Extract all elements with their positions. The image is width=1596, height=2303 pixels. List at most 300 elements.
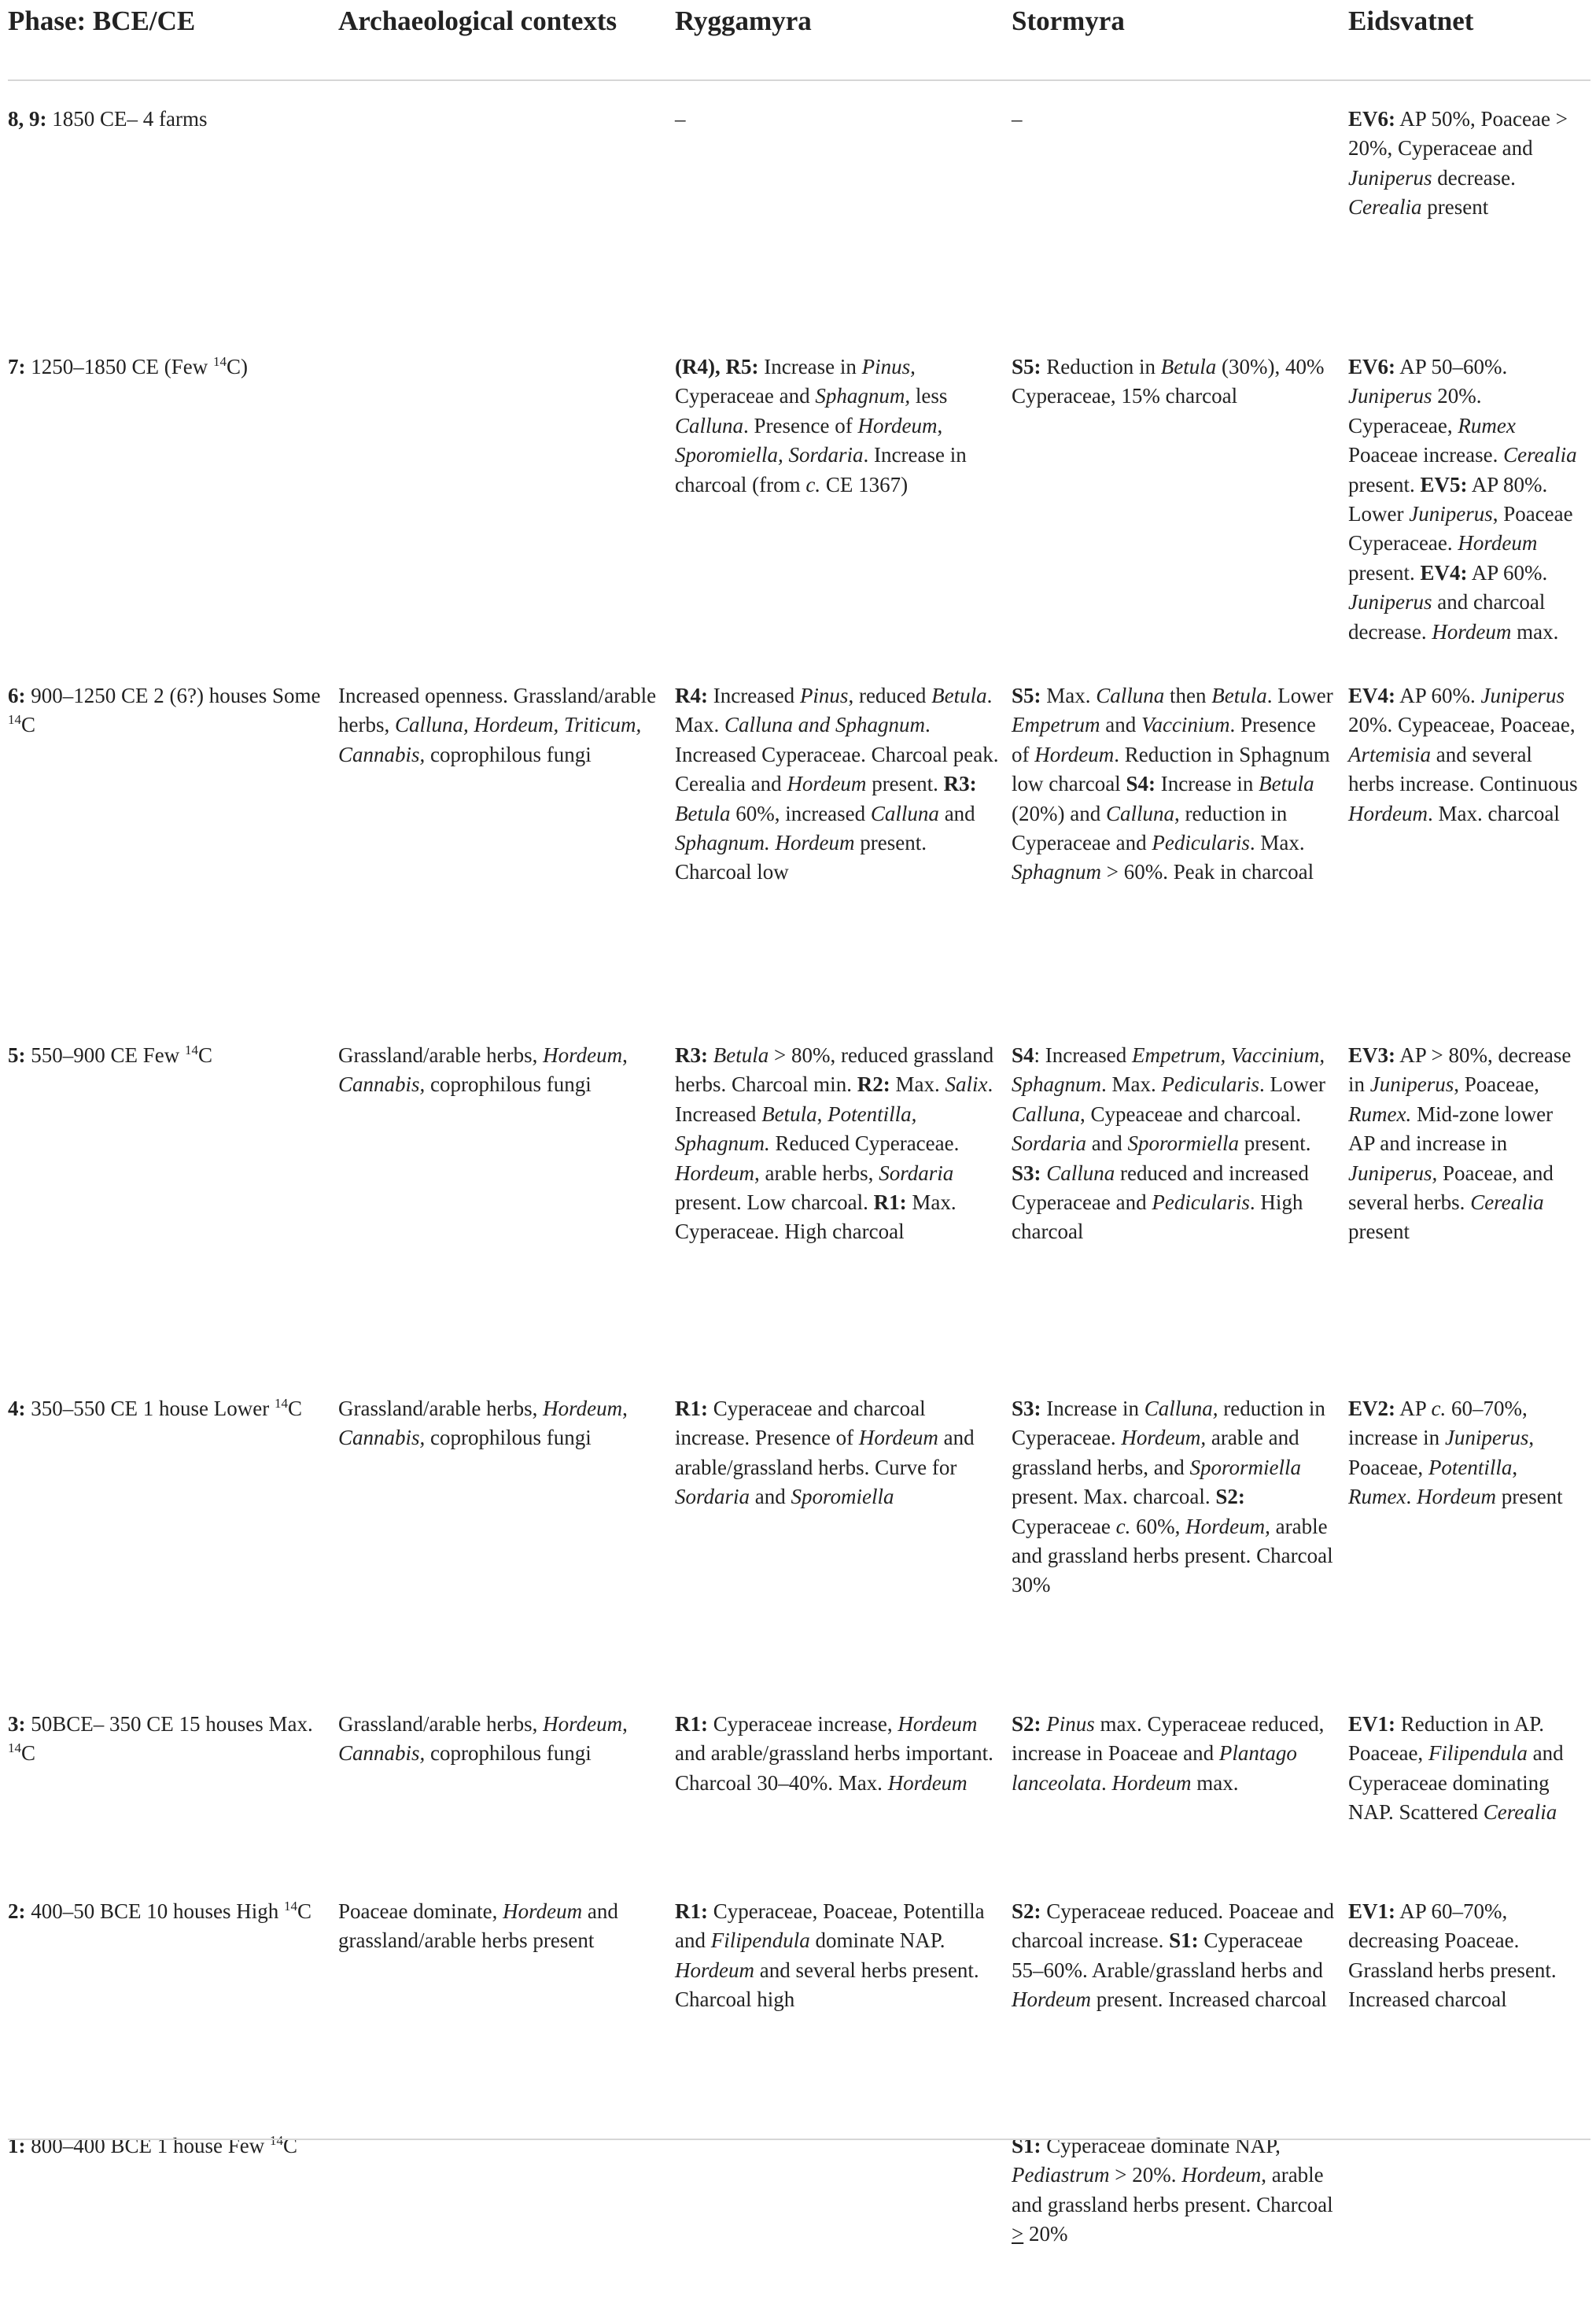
cell-text-fragment: EV6: bbox=[1348, 355, 1395, 378]
cell-text-fragment: Cyperaceae bbox=[1012, 1514, 1116, 1538]
cell-text-fragment: present. Low charcoal. bbox=[675, 1190, 874, 1215]
cell-text-fragment: coprophilous fungi bbox=[425, 742, 592, 766]
cell-text-fragment: c. bbox=[1431, 1397, 1447, 1420]
cell-text-fragment: Filipendula bbox=[710, 1928, 810, 1953]
phase-cell bbox=[8, 80, 338, 335]
cell-text-fragment: Hordeum bbox=[1432, 619, 1512, 644]
cell-text-fragment: 20%. Cyperaceae, bbox=[1348, 384, 1482, 437]
stormyra-cell bbox=[1012, 1880, 1348, 2114]
cell-text-fragment: – bbox=[1012, 107, 1023, 131]
cell-text-fragment: , bbox=[622, 1397, 628, 1420]
cell-text-fragment: , Poaceae, bbox=[1348, 1426, 1535, 1479]
cell-text-fragment: present bbox=[1421, 195, 1489, 220]
cell-text-fragment: 900–1250 CE 2 (6?) houses Some bbox=[25, 684, 321, 707]
cell-text-fragment: coprophilous fungi bbox=[425, 1426, 592, 1450]
cell-text-fragment: 800–400 BCE 1 house Few bbox=[25, 2134, 270, 2157]
cell-text-fragment: and several herbs increase. Continuous bbox=[1348, 742, 1578, 796]
cell-text-fragment: 14 bbox=[284, 1899, 298, 1914]
cell-text-fragment: C bbox=[21, 713, 36, 737]
cell-text-fragment: . Lower bbox=[1266, 684, 1333, 707]
cell-text-fragment: , arable herbs, bbox=[754, 1161, 879, 1185]
cell-text-fragment: Hordeum bbox=[1111, 1770, 1192, 1795]
contexts-cell bbox=[338, 80, 675, 335]
cell-text-fragment: Grassland/arable herbs, bbox=[338, 1397, 544, 1420]
stormyra-cell bbox=[1012, 1024, 1348, 1377]
cell-text-fragment: Sphagnum. Hordeum bbox=[675, 831, 855, 855]
cell-text-fragment: Hordeum bbox=[543, 1397, 623, 1420]
eidsvatnet-cell bbox=[1348, 1692, 1590, 1880]
cell-text-fragment: Rumex bbox=[1348, 1485, 1406, 1509]
header-phase: Phase: BCE/CE bbox=[8, 0, 338, 80]
table-bottom-rule bbox=[8, 2139, 1590, 2140]
cell-text-fragment: Juniperus bbox=[1444, 1426, 1529, 1450]
cell-text-fragment: Grassland/arable herbs, bbox=[338, 1712, 544, 1736]
cell-text-fragment: C bbox=[287, 1397, 302, 1420]
cell-text-fragment: . Max. bbox=[675, 684, 993, 737]
cell-text-fragment: Reduced Cyperaceae. bbox=[769, 1131, 960, 1156]
cell-text-fragment: Sporormiella bbox=[1189, 1455, 1301, 1479]
cell-text-fragment: , bbox=[622, 1043, 628, 1067]
pollen-zones-table bbox=[8, 0, 1590, 2303]
cell-text-fragment: S2: bbox=[1012, 1712, 1041, 1736]
cell-text-fragment: R3: bbox=[943, 772, 977, 796]
cell-text-fragment: arable and grassland herbs present. Charcoal 30% bbox=[1012, 1514, 1333, 1597]
cell-text-fragment: 50BCE– 350 CE 15 houses Max. bbox=[25, 1712, 313, 1736]
cell-text-fragment: Cerealia bbox=[1470, 1190, 1544, 1215]
cell-text-fragment: Max. bbox=[1041, 684, 1097, 707]
cell-text-fragment: coprophilous fungi bbox=[425, 1741, 592, 1766]
cell-text-fragment: Juniperus, bbox=[1348, 1161, 1438, 1185]
table-row bbox=[8, 1692, 1590, 1880]
cell-text-fragment: 1850 CE– 4 farms bbox=[46, 107, 208, 131]
cell-text-fragment: Empetrum, Vaccinium, Sphagnum bbox=[1012, 1043, 1325, 1097]
cell-text-fragment: arable and grassland herbs, and bbox=[1012, 1426, 1299, 1479]
cell-text-fragment: Poaceae, and several herbs. bbox=[1348, 1161, 1554, 1215]
cell-text-fragment: Hordeum bbox=[887, 1770, 968, 1795]
cell-text-fragment: Increased bbox=[708, 684, 800, 707]
cell-text-fragment: 60%, increased bbox=[730, 801, 871, 825]
table-row bbox=[8, 335, 1590, 664]
cell-text-fragment: Calluna bbox=[1105, 801, 1174, 825]
cell-text-fragment: AP 60%. bbox=[1395, 684, 1481, 707]
phase-cell bbox=[8, 2114, 338, 2303]
cell-text-fragment: 3: bbox=[8, 1712, 26, 1736]
cell-text-fragment: EV4: bbox=[1420, 560, 1468, 585]
cell-text-fragment: , bbox=[937, 413, 943, 437]
cell-text-fragment: Rumex bbox=[1458, 413, 1516, 437]
cell-text-fragment: . Reduction in Sphagnum low charcoal bbox=[1012, 742, 1330, 796]
cell-text-fragment: 14 bbox=[185, 1043, 198, 1057]
cell-text-fragment: S1: bbox=[1012, 2134, 1041, 2157]
cell-text-fragment: AP 60–70%, decreasing Poaceae. Grassland herbs present. Increased charcoal bbox=[1348, 1899, 1557, 2012]
contexts-cell bbox=[338, 335, 675, 664]
cell-text-fragment: Artemisia bbox=[1348, 742, 1431, 766]
table-row bbox=[8, 2114, 1590, 2303]
cell-text-fragment: C) bbox=[227, 355, 248, 378]
header-archaeological-contexts: Archaeological contexts bbox=[338, 0, 675, 80]
cell-text-fragment: Sordaria bbox=[675, 1485, 750, 1509]
cell-text-fragment: 20%. Cypeaceae, Poaceae, bbox=[1348, 713, 1576, 737]
cell-text-fragment: less bbox=[910, 384, 948, 408]
cell-text-fragment: , bbox=[622, 1712, 628, 1736]
cell-text-fragment: Betula bbox=[675, 801, 731, 825]
cell-text-fragment: . Max. bbox=[1101, 1072, 1162, 1097]
cell-text-fragment: c. bbox=[1115, 1514, 1131, 1538]
cell-text-fragment: Calluna bbox=[870, 801, 939, 825]
cell-text-fragment: Cerealia bbox=[1348, 195, 1422, 220]
cell-text-fragment: Hordeum, bbox=[1121, 1426, 1207, 1450]
cell-text-fragment: present bbox=[1348, 1220, 1410, 1244]
table-row bbox=[8, 80, 1590, 335]
cell-text-fragment: . Increased Cyperaceae. Charcoal peak. Cerealia and bbox=[675, 713, 999, 796]
cell-text-fragment: . Lower bbox=[1259, 1072, 1325, 1097]
cell-text-fragment: Cannabis, bbox=[338, 1426, 426, 1450]
cell-text-fragment: S4: bbox=[1126, 772, 1156, 796]
cell-text-fragment: , arable and grassland herbs present. Charcoal bbox=[1012, 2163, 1333, 2216]
cell-text-fragment: Hordeum bbox=[503, 1899, 583, 1923]
eidsvatnet-cell bbox=[1348, 1024, 1590, 1377]
cell-text-fragment: 20% bbox=[1023, 2222, 1068, 2246]
cell-text-fragment: Calluna, bbox=[1144, 1397, 1218, 1420]
cell-text-fragment: and Cyperaceae dominating NAP. Scattered bbox=[1348, 1741, 1564, 1825]
cell-text-fragment: max. bbox=[1191, 1770, 1239, 1795]
phase-cell bbox=[8, 1024, 338, 1377]
cell-text-fragment: – bbox=[675, 107, 686, 131]
cell-text-fragment: Increase in bbox=[1155, 772, 1259, 796]
eidsvatnet-cell bbox=[1348, 1880, 1590, 2114]
cell-text-fragment: Cyperaceae reduced. Poaceae and charcoal increase. bbox=[1012, 1899, 1335, 1953]
ryggamyra-cell bbox=[675, 1880, 1012, 2114]
cell-text-fragment: Calluna bbox=[1012, 1102, 1081, 1126]
cell-text-fragment: , bbox=[1512, 1455, 1518, 1479]
cell-text-fragment: S2: bbox=[1215, 1485, 1245, 1509]
cell-text-fragment: EV2: bbox=[1348, 1397, 1395, 1420]
header-row bbox=[8, 0, 1590, 80]
cell-text-fragment: R1: bbox=[873, 1190, 907, 1215]
table-row bbox=[8, 1024, 1590, 1377]
contexts-cell bbox=[338, 2114, 675, 2303]
cell-text-fragment: Betula bbox=[1160, 355, 1217, 378]
cell-text-fragment: AP 80%. Lower bbox=[1348, 472, 1548, 526]
cell-text-fragment: Calluna, Hordeum, Triticum, Cannabis, bbox=[338, 713, 642, 766]
cell-text-fragment: C bbox=[198, 1043, 213, 1067]
cell-text-fragment: 14 bbox=[274, 1396, 288, 1411]
cell-text-fragment: 400–50 BCE 10 houses High bbox=[25, 1899, 285, 1923]
cell-text-fragment: Hordeum bbox=[1458, 531, 1538, 555]
cell-text-fragment: Grassland/arable herbs, bbox=[338, 1043, 544, 1067]
cell-text-fragment: and several herbs present. Charcoal high bbox=[675, 1958, 979, 2012]
cell-text-fragment: Cerealia bbox=[1483, 1800, 1557, 1825]
cell-text-fragment: 14 bbox=[8, 1740, 21, 1756]
header-eidsvatnet: Eidsvatnet bbox=[1348, 0, 1590, 80]
cell-text-fragment: Sporomiella, Sordaria bbox=[675, 443, 864, 467]
cell-text-fragment: . Max. charcoal bbox=[1428, 801, 1560, 825]
cell-text-fragment: Hordeum bbox=[675, 1161, 754, 1185]
cell-text-fragment: , reduced bbox=[848, 684, 932, 707]
cell-text-fragment: Sphagnum bbox=[1012, 860, 1101, 884]
cell-text-fragment: present. Increased charcoal bbox=[1091, 1987, 1327, 2012]
cell-text-fragment: coprophilous fungi bbox=[425, 1072, 592, 1097]
table-row bbox=[8, 664, 1590, 1024]
header-stormyra: Stormyra bbox=[1012, 0, 1348, 80]
cell-text-fragment: and bbox=[1086, 1131, 1128, 1156]
cell-text-fragment: Reduction in AP. Poaceae, bbox=[1348, 1712, 1545, 1766]
cell-text-fragment: 350–550 CE 1 house Lower bbox=[25, 1397, 275, 1420]
cell-text-fragment: Cyperaceae increase, bbox=[708, 1712, 898, 1736]
cell-text-fragment: max. bbox=[1511, 619, 1559, 644]
phase-cell bbox=[8, 1377, 338, 1692]
cell-text-fragment: Increased openness. Grassland/arable herbs, bbox=[338, 684, 657, 737]
cell-text-fragment: Betula bbox=[713, 1043, 769, 1067]
stormyra-cell bbox=[1012, 80, 1348, 335]
cell-text-fragment: max. Cyperaceae reduced, increase in Poaceae and bbox=[1012, 1712, 1325, 1766]
cell-text-fragment: Empetrum bbox=[1012, 713, 1100, 737]
cell-text-fragment: reduced and increased Cyperaceae and bbox=[1012, 1161, 1309, 1215]
cell-text-fragment: Juniperus bbox=[1369, 1072, 1454, 1097]
cell-text-fragment: R3: bbox=[675, 1043, 708, 1067]
cell-text-fragment: C bbox=[297, 1899, 312, 1923]
eidsvatnet-cell bbox=[1348, 2114, 1590, 2303]
cell-text-fragment: Cerealia bbox=[1503, 443, 1577, 467]
cell-text-fragment: Potentilla bbox=[1428, 1455, 1513, 1479]
cell-text-fragment: AP bbox=[1395, 1397, 1432, 1420]
cell-text-fragment: Hordeum bbox=[1034, 742, 1115, 766]
cell-text-fragment: (30%), 40% Cyperaceae, 15% charcoal bbox=[1012, 355, 1325, 408]
cell-text-fragment: : Increased bbox=[1034, 1043, 1132, 1067]
cell-text-fragment: (R4), R5: bbox=[675, 355, 759, 378]
cell-text-fragment: (20%) and bbox=[1012, 801, 1106, 825]
phase-cell bbox=[8, 664, 338, 1024]
cell-text-fragment: Sporomiella bbox=[791, 1485, 894, 1509]
cell-text-fragment: Pediastrum bbox=[1012, 2163, 1110, 2187]
cell-text-fragment: dominate NAP. bbox=[809, 1928, 945, 1953]
cell-text-fragment: . Presence of bbox=[1012, 713, 1316, 766]
cell-text-fragment: EV4: bbox=[1348, 684, 1395, 707]
cell-text-fragment: Sporormiella bbox=[1127, 1131, 1239, 1156]
cell-text-fragment: 4: bbox=[8, 1397, 26, 1420]
stormyra-cell bbox=[1012, 335, 1348, 664]
cell-text-fragment: Sphagnum, bbox=[815, 384, 911, 408]
cell-text-fragment: > 60%. Peak in charcoal bbox=[1101, 860, 1314, 884]
cell-text-fragment: Juniperus bbox=[1348, 165, 1432, 190]
table-row bbox=[8, 1377, 1590, 1692]
cell-text-fragment: Potentilla, Sphagnum. bbox=[675, 1102, 917, 1156]
cell-text-fragment: R1: bbox=[675, 1899, 708, 1923]
cell-text-fragment: , Poaceae Cyperaceae. bbox=[1348, 502, 1573, 555]
contexts-cell bbox=[338, 1692, 675, 1880]
cell-text-fragment: Cyperaceae dominate NAP, bbox=[1041, 2134, 1281, 2157]
cell-text-fragment: Betula bbox=[761, 1102, 817, 1126]
cell-text-fragment: Pinus bbox=[1046, 1712, 1095, 1736]
cell-text-fragment: AP 50%, Poaceae > 20%, Cyperaceae and bbox=[1348, 107, 1568, 161]
cell-text-fragment: then bbox=[1164, 684, 1212, 707]
cell-text-fragment: 7: bbox=[8, 355, 26, 378]
eidsvatnet-cell bbox=[1348, 1377, 1590, 1692]
cell-text-fragment: and bbox=[750, 1485, 791, 1509]
cell-text-fragment: R1: bbox=[675, 1712, 708, 1736]
cell-text-fragment: S3: bbox=[1012, 1397, 1041, 1420]
cell-text-fragment: Poaceae increase. bbox=[1348, 443, 1504, 467]
ryggamyra-cell bbox=[675, 1377, 1012, 1692]
phase-cell bbox=[8, 335, 338, 664]
cell-text-fragment: Cyperaceae, Poaceae, Potentilla and bbox=[675, 1899, 985, 1953]
contexts-cell bbox=[338, 1377, 675, 1692]
cell-text-fragment: Sordaria bbox=[879, 1161, 954, 1185]
contexts-cell bbox=[338, 664, 675, 1024]
cell-text-fragment: Cannabis, bbox=[338, 1741, 426, 1766]
cell-text-fragment: Increase in bbox=[1041, 1397, 1144, 1420]
cell-text-fragment: Increase in bbox=[758, 355, 862, 378]
cell-text-fragment: Hordeum, bbox=[1185, 1514, 1270, 1538]
cell-text-fragment: Calluna bbox=[675, 413, 744, 437]
cell-text-fragment: 550–900 CE Few bbox=[25, 1043, 185, 1067]
cell-text-fragment: . Max. bbox=[1249, 831, 1305, 855]
cell-text-fragment: 14 bbox=[270, 2133, 283, 2148]
cell-text-fragment: present. bbox=[866, 772, 944, 796]
stormyra-cell bbox=[1012, 1692, 1348, 1880]
cell-text-fragment: R4: bbox=[675, 684, 708, 707]
cell-text-fragment: . bbox=[1406, 1485, 1417, 1509]
cell-text-fragment: . Increase in charcoal (from bbox=[675, 443, 967, 496]
eidsvatnet-cell bbox=[1348, 80, 1590, 335]
cell-text-fragment: Hordeum bbox=[858, 1426, 938, 1450]
cell-text-fragment: Juniperus bbox=[1348, 590, 1432, 615]
cell-text-fragment: C bbox=[21, 1741, 36, 1766]
cell-text-fragment: S5: bbox=[1012, 684, 1041, 707]
cell-text-fragment: present. Max. charcoal. bbox=[1012, 1485, 1216, 1509]
cell-text-fragment: and grassland/arable herbs present bbox=[338, 1899, 618, 1953]
cell-text-fragment: . Increased bbox=[675, 1072, 993, 1126]
ryggamyra-cell bbox=[675, 1692, 1012, 1880]
cell-text-fragment: Filipendula bbox=[1428, 1741, 1528, 1766]
cell-text-fragment: AP 50–60%. bbox=[1395, 355, 1508, 378]
eidsvatnet-cell bbox=[1348, 335, 1590, 664]
cell-text-fragment: Max. Cyperaceae. High charcoal bbox=[675, 1190, 956, 1244]
cell-text-fragment: 8, 9: bbox=[8, 107, 47, 131]
cell-text-fragment: AP > 80%, decrease in bbox=[1348, 1043, 1572, 1097]
cell-text-fragment: Reduction in bbox=[1041, 355, 1161, 378]
cell-text-fragment: and bbox=[1100, 713, 1141, 737]
cell-text-fragment: 5: bbox=[8, 1043, 26, 1067]
cell-text-fragment bbox=[708, 1043, 713, 1067]
stormyra-cell bbox=[1012, 664, 1348, 1024]
contexts-cell bbox=[338, 1024, 675, 1377]
cell-text-fragment: S2: bbox=[1012, 1899, 1041, 1923]
cell-text-fragment: 60%, bbox=[1130, 1514, 1186, 1538]
cell-text-fragment: Betula bbox=[1211, 684, 1267, 707]
cell-text-fragment: Cyperaceae and charcoal increase. Presence of bbox=[675, 1397, 926, 1450]
table-header bbox=[8, 0, 1590, 80]
cell-text-fragment: Calluna bbox=[1046, 1161, 1115, 1185]
cell-text-fragment: Hordeum bbox=[857, 413, 938, 437]
cell-text-fragment: Betula bbox=[1259, 772, 1314, 796]
ryggamyra-cell bbox=[675, 2114, 1012, 2303]
cell-text-fragment: Mid-zone lower AP and increase in bbox=[1348, 1102, 1554, 1156]
cell-text-fragment: > 20%. bbox=[1109, 2163, 1182, 2187]
cell-text-fragment: Juniperus bbox=[1409, 502, 1493, 526]
cell-text-fragment: Juniperus bbox=[1348, 384, 1432, 408]
cell-text-fragment: 1250–1850 CE (Few bbox=[25, 355, 213, 378]
cell-text-fragment: present. bbox=[1239, 1131, 1311, 1156]
cell-text-fragment: EV1: bbox=[1348, 1899, 1395, 1923]
cell-text-fragment: Hordeum bbox=[1348, 801, 1428, 825]
cell-text-fragment: and charcoal decrease. bbox=[1348, 590, 1546, 644]
cell-text-fragment: 1: bbox=[8, 2134, 26, 2157]
cell-text-fragment: Hordeum bbox=[898, 1712, 978, 1736]
cell-text-fragment: Hordeum bbox=[1012, 1987, 1091, 2012]
ryggamyra-cell bbox=[675, 664, 1012, 1024]
cell-text-fragment: . Presence of bbox=[743, 413, 858, 437]
cell-text-fragment: Pedicularis bbox=[1152, 831, 1250, 855]
cell-text-fragment: 60–70%, increase in bbox=[1348, 1397, 1528, 1450]
header-ryggamyra: Ryggamyra bbox=[675, 0, 1012, 80]
cell-text-fragment: , Poaceae, bbox=[1454, 1072, 1539, 1097]
cell-text-fragment: 14 bbox=[8, 712, 21, 728]
cell-text-fragment: Max. bbox=[890, 1072, 945, 1097]
cell-text-fragment: CE 1367) bbox=[820, 472, 909, 496]
cell-text-fragment: Pinus, bbox=[861, 355, 916, 378]
cell-text-fragment: Salix bbox=[945, 1072, 988, 1097]
cell-text-fragment: Calluna bbox=[1096, 684, 1165, 707]
cell-text-fragment: Cyperaceae 55–60%. Arable/grassland herbs and bbox=[1012, 1928, 1323, 1982]
cell-text-fragment: Vaccinium bbox=[1141, 713, 1230, 737]
cell-text-fragment: Pinus bbox=[799, 684, 849, 707]
cell-text-fragment: Hordeum bbox=[1181, 2163, 1262, 2187]
cell-text-fragment: R2: bbox=[857, 1072, 890, 1097]
cell-text-fragment: 6: bbox=[8, 684, 26, 707]
table-row bbox=[8, 1880, 1590, 2114]
cell-text-fragment: Cyperaceae and bbox=[675, 384, 816, 408]
cell-text-fragment: Sordaria bbox=[1012, 1131, 1087, 1156]
cell-text-fragment: Pedicularis bbox=[1161, 1072, 1259, 1097]
ryggamyra-cell bbox=[675, 1024, 1012, 1377]
cell-text-fragment: and arable/grassland herbs. Curve for bbox=[675, 1426, 975, 1479]
cell-text-fragment: reduction in Cyperaceae. bbox=[1012, 1397, 1325, 1450]
cell-text-fragment: decrease. bbox=[1432, 165, 1516, 190]
cell-text-fragment: present. bbox=[1348, 560, 1421, 585]
cell-text-fragment: , reduction in Cyperaceae and bbox=[1012, 801, 1288, 855]
cell-text-fragment: Juniperus bbox=[1480, 684, 1565, 707]
cell-text-fragment: Plantago lanceolata bbox=[1012, 1741, 1297, 1795]
cell-text-fragment: Rumex. bbox=[1348, 1102, 1412, 1126]
cell-text-fragment: present bbox=[1495, 1485, 1563, 1509]
cell-text-fragment: Poaceae dominate, bbox=[338, 1899, 503, 1923]
cell-text-fragment: Hordeum bbox=[675, 1958, 754, 1982]
cell-text-fragment: EV6: bbox=[1348, 107, 1395, 131]
cell-text-fragment: EV3: bbox=[1348, 1043, 1395, 1067]
cell-text-fragment: Pedicularis bbox=[1152, 1190, 1250, 1215]
stormyra-cell bbox=[1012, 1377, 1348, 1692]
ryggamyra-cell bbox=[675, 80, 1012, 335]
cell-text-fragment: , bbox=[816, 1102, 828, 1126]
cell-text-fragment: and bbox=[938, 801, 975, 825]
cell-text-fragment: S1: bbox=[1169, 1928, 1199, 1953]
cell-text-fragment: and arable/grassland herbs important. Charcoal 30–40%. Max. bbox=[675, 1741, 993, 1795]
cell-text-fragment: Hordeum bbox=[543, 1712, 623, 1736]
cell-text-fragment: Hordeum bbox=[787, 772, 867, 796]
cell-text-fragment: present. bbox=[1348, 472, 1421, 496]
phase-cell bbox=[8, 1692, 338, 1880]
cell-text-fragment: 2: bbox=[8, 1899, 26, 1923]
cell-text-fragment: S3: bbox=[1012, 1161, 1041, 1185]
cell-text-fragment: C bbox=[283, 2134, 298, 2157]
phase-cell bbox=[8, 1880, 338, 2114]
cell-text-fragment: EV1: bbox=[1348, 1712, 1395, 1736]
cell-text-fragment: S4 bbox=[1012, 1043, 1034, 1067]
cell-text-fragment: 14 bbox=[213, 354, 227, 369]
cell-text-fragment: . bbox=[1100, 1770, 1112, 1795]
cell-text-fragment: Betula bbox=[931, 684, 987, 707]
